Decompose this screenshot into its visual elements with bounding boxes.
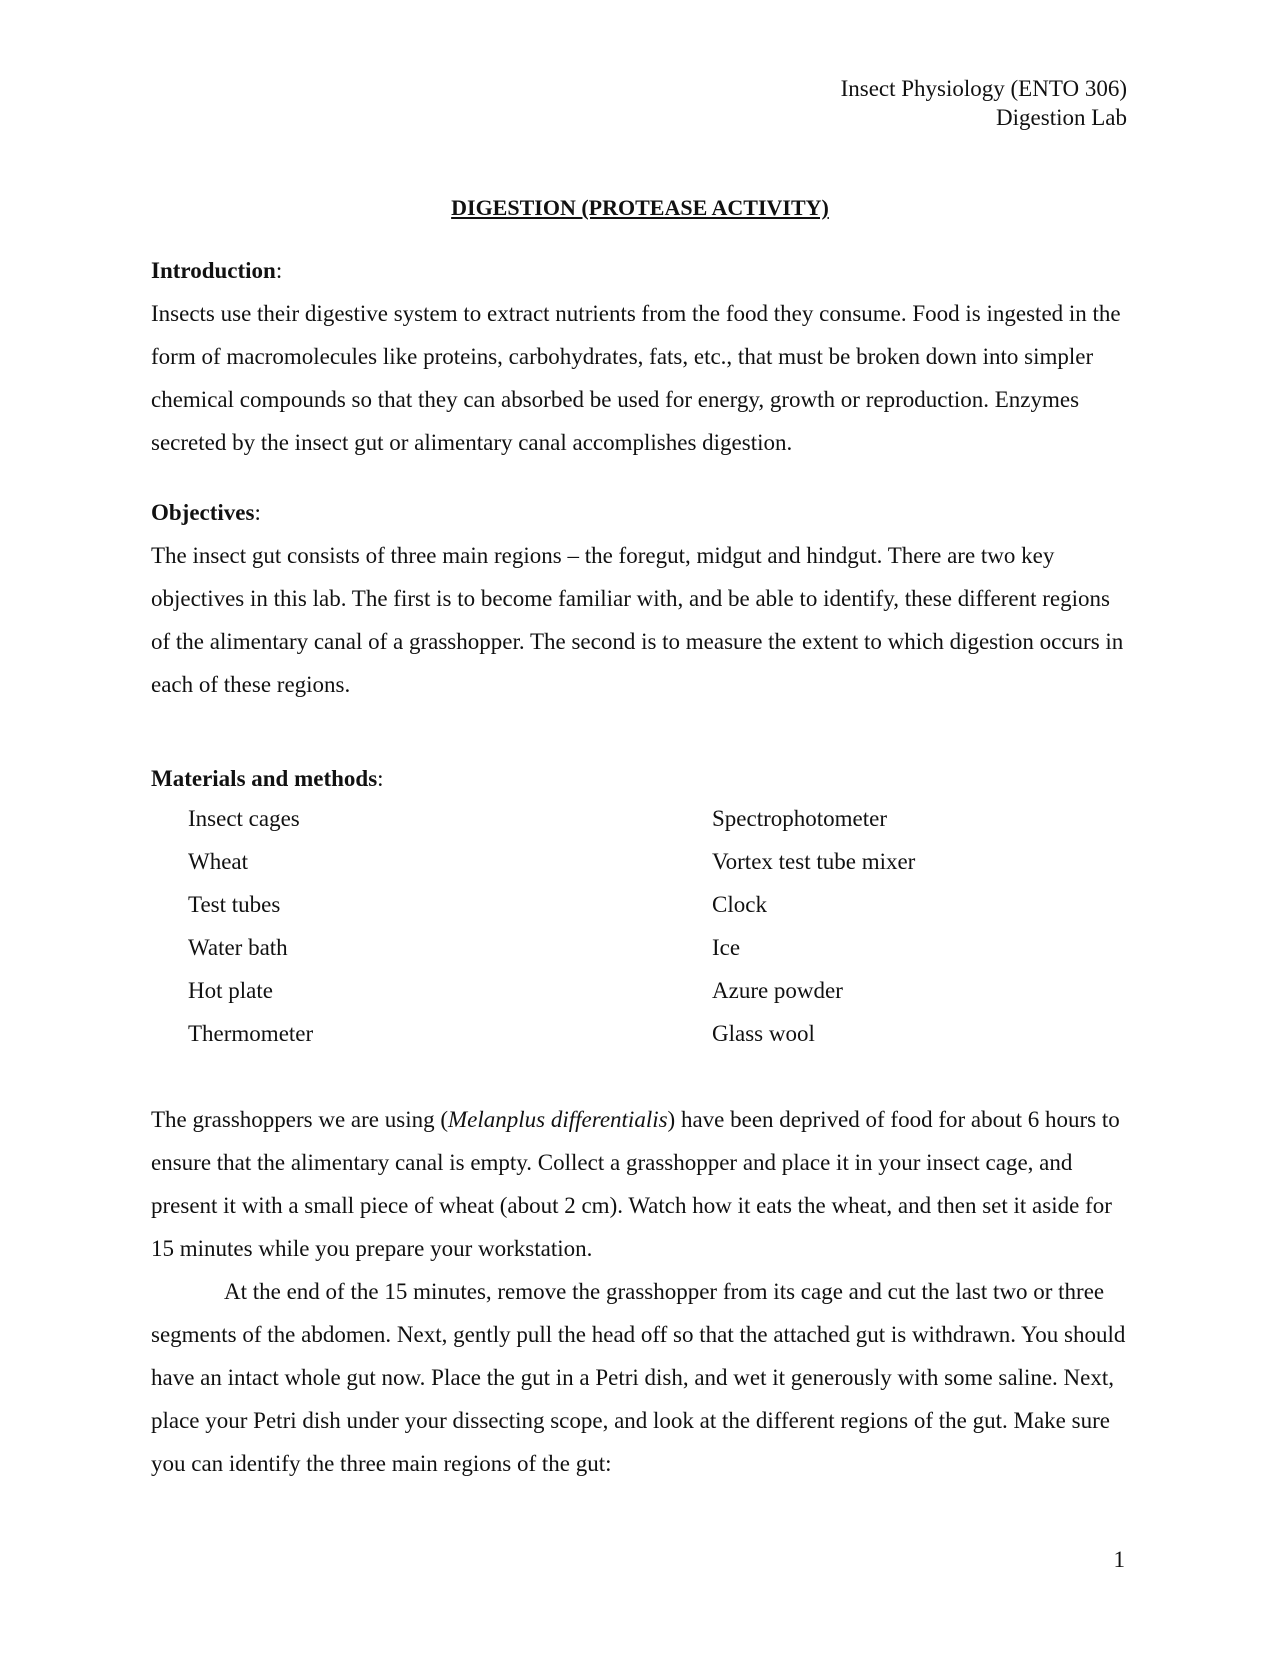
methods-paragraph-1 — [151, 1098, 1131, 1270]
introduction-text: Insects use their digestive system to extract nutrients from the food they consume. Food is ingested in the form of macromolecules like proteins, carbohydrates, fats, etc., that must be broken down into simpler chemical compounds so that they can absorbed be used for energy, growth or reproduction. Enzymes secreted by the insect gut or alimentary canal accomplishes digestion. — [151, 301, 1121, 455]
materials-row — [188, 969, 988, 1012]
materials-row — [188, 883, 988, 926]
materials-heading-text: Materials and methods — [151, 766, 378, 791]
material-item: Clock — [712, 892, 767, 917]
materials-row — [188, 797, 988, 840]
materials-heading-colon: : — [377, 766, 384, 791]
materials-section — [151, 764, 1131, 794]
material-item: Insect cages — [188, 806, 300, 831]
document-title: DIGESTION (PROTEASE ACTIVITY) — [451, 195, 829, 220]
introduction-section — [151, 256, 1131, 464]
material-item: Thermometer — [188, 1021, 314, 1046]
material-item: Spectrophotometer — [712, 806, 888, 831]
material-item: Vortex test tube mixer — [712, 849, 916, 874]
objectives-heading-colon: : — [254, 500, 261, 525]
introduction-heading — [151, 256, 1131, 286]
methods-p1-before: The grasshoppers we are using ( — [151, 1107, 448, 1132]
lab-name: Digestion Lab — [996, 105, 1127, 130]
methods-paragraph-2: At the end of the 15 minutes, remove the grasshopper from its cage and cut the last two or three segments of the abdomen. Next, gently pull the head off so that the attached gut is withdrawn. You should have an intact whole gut now. Place the gut in a Petri dish, and wet it generously with some saline. Next, place your Petri dish under your dissecting scope, and look at the different regions of the gut. Make sure you can identify the three main regions of the gut: — [151, 1279, 1126, 1476]
objectives-heading — [151, 498, 1131, 528]
material-item: Wheat — [188, 849, 249, 874]
materials-row — [188, 926, 988, 969]
methods-section — [151, 1098, 1131, 1485]
page-header — [841, 74, 1127, 132]
material-item: Hot plate — [188, 978, 273, 1003]
species-name: Melanplus differentialis — [448, 1107, 668, 1132]
materials-row — [188, 840, 988, 883]
objectives-section — [151, 498, 1131, 706]
objectives-text: The insect gut consists of three main regions – the foregut, midgut and hindgut. There are two key objectives in this lab. The first is to become familiar with, and be able to identify, these different regions of the alimentary canal of a grasshopper. The second is to measure the extent to which digestion occurs in each of these regions. — [151, 543, 1124, 697]
materials-list — [188, 797, 988, 1055]
course-name: Insect Physiology (ENTO 306) — [840, 76, 1127, 101]
material-item: Glass wool — [712, 1021, 815, 1046]
introduction-heading-text: Introduction — [151, 258, 276, 283]
material-item: Azure powder — [712, 978, 843, 1003]
material-item: Test tubes — [188, 892, 281, 917]
materials-heading — [151, 764, 1131, 794]
methods-p1-after: ) have been deprived of food for about 6 hours to ensure that the alimentary canal is empty. Collect a grasshopper and place it in your insect cage, and present it with a small piece of wheat (about 2 cm). Watch how it eats the wheat, and then set it aside for 15 minutes while you prepare your workstation. — [151, 1107, 1120, 1261]
material-item: Ice — [712, 935, 741, 960]
material-item: Water bath — [188, 935, 288, 960]
materials-row — [188, 1012, 988, 1055]
page-number: 1 — [1113, 1547, 1125, 1572]
objectives-heading-text: Objectives — [151, 500, 255, 525]
introduction-heading-colon: : — [275, 258, 283, 283]
